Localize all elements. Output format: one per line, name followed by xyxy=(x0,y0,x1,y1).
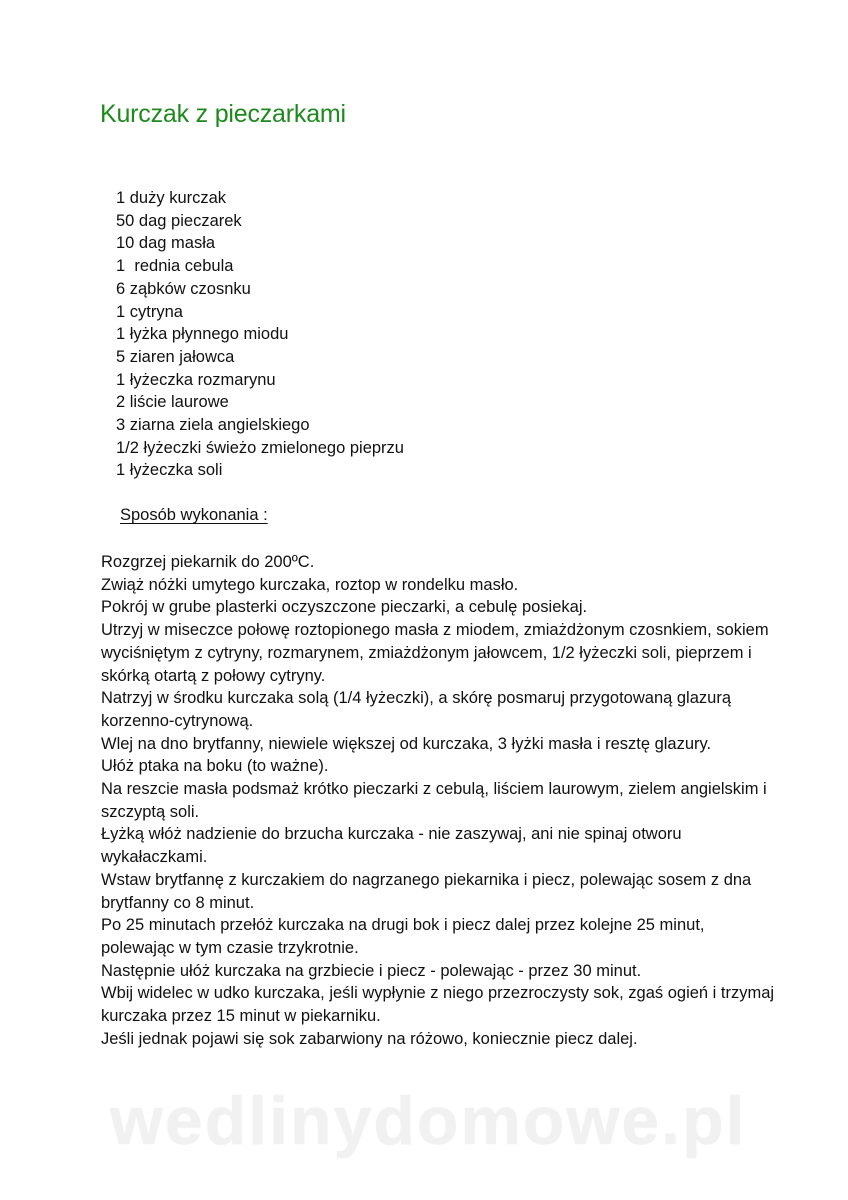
method-step: Natrzyj w środku kurczaka solą (1/4 łyżeczki), a skórę posmaruj przygotowaną glazurą korzenno-cytrynową. xyxy=(101,689,731,730)
ingredient-item: 50 dag pieczarek xyxy=(116,211,242,230)
ingredient-item: 1 duży kurczak xyxy=(116,189,227,207)
method-step: Wstaw brytfannę z kurczakiem do nagrzanego piekarnika i piecz, polewając sosem z dna brytfanny co 8 minut. xyxy=(101,870,752,912)
method-step: Utrzyj w miseczce połowę roztopionego masła z miodem, zmiażdżonym czosnkiem, sokiem wyciśniętym z cytryny, rozmarynem, zmiażdżonym jałowcem, 1/2 łyżeczki soli, pieprzem i skórką otartą z połowy cytryny. xyxy=(101,621,769,685)
ingredient-item: 1 rednia cebula xyxy=(116,257,234,276)
method-step: Wbij widelec w udko kurczaka, jeśli wypłynie z niego przezroczysty sok, zgaś ogień i trzymaj kurczaka przez 15 minut w piekarniku. xyxy=(101,984,775,1026)
method-step: Na reszcie masła podsmaż krótko pieczarki z cebulą, liściem laurowym, zielem angielskim i szczyptą soli. xyxy=(101,780,767,821)
method-step: Wlej na dno brytfanny, niewiele większej od kurczaka, 3 łyżki masła i resztę glazury. xyxy=(101,734,712,753)
ingredient-item: 2 liście laurowe xyxy=(116,393,229,412)
ingredient-item: 10 dag masła xyxy=(116,234,216,253)
recipe-title: Kurczak z pieczarkami xyxy=(100,100,346,128)
ingredient-item: 6 ząbków czosnku xyxy=(116,279,251,298)
ingredients-list xyxy=(116,187,404,482)
method-step: Łyżką włóż nadzienie do brzucha kurczaka - nie zaszywaj, ani nie spinaj otworu wykałaczkami. xyxy=(101,825,682,867)
ingredient-item: 1/2 łyżeczki świeżo zmielonego pieprzu xyxy=(116,438,404,457)
ingredient-item: 1 łyżeczka soli xyxy=(116,461,223,480)
method-step: Ułóż ptaka na boku (to ważne). xyxy=(101,757,329,776)
ingredient-item: 3 ziarna ziela angielskiego xyxy=(116,416,310,435)
ingredient-item: 1 cytryna xyxy=(116,302,183,321)
ingredient-item: 1 łyżka płynnego miodu xyxy=(116,325,289,344)
method-step: Rozgrzej piekarnik do 200ºC. xyxy=(101,553,315,571)
method-step: Jeśli jednak pojawi się sok zabarwiony na różowo, koniecznie piecz dalej. xyxy=(101,1029,638,1048)
ingredient-item: 1 łyżeczka rozmarynu xyxy=(116,370,276,389)
method-step: Zwiąż nóżki umytego kurczaka, roztop w rondelku masło. xyxy=(101,575,519,594)
watermark: wedlinydomowe.pl xyxy=(110,1083,747,1159)
method-step: Pokrój w grube plasterki oczyszczone pieczarki, a cebulę posiekaj. xyxy=(101,598,588,617)
ingredient-item: 5 ziaren jałowca xyxy=(116,347,235,366)
method-steps xyxy=(101,551,781,1050)
method-heading: Sposób wykonania : xyxy=(120,506,268,524)
method-step: Po 25 minutach przełóż kurczaka na drugi bok i piecz dalej przez kolejne 25 minut, polewając w tym czasie trzykrotnie. xyxy=(101,916,705,957)
method-step: Następnie ułóż kurczaka na grzbiecie i piecz - polewając - przez 30 minut. xyxy=(101,961,642,980)
